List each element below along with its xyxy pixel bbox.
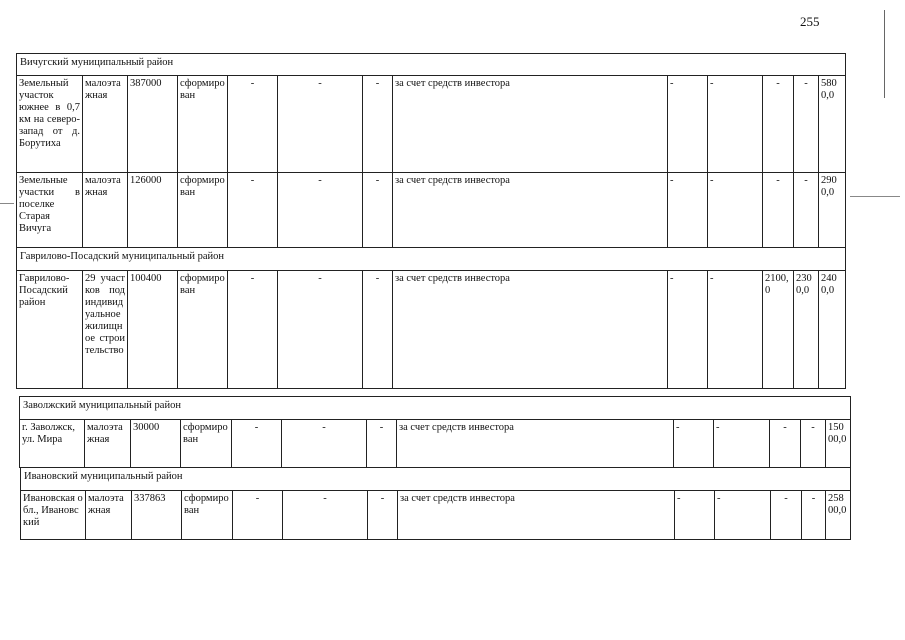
dash-cell: -	[228, 76, 278, 173]
table-row	[20, 420, 851, 468]
status-cell: сформирован	[178, 173, 228, 248]
location-cell: Ивановская обл., Ивановский	[21, 491, 86, 540]
table-row	[21, 491, 851, 540]
housing-type-cell: малоэтажная	[83, 173, 128, 248]
dash-cell: -	[708, 173, 763, 248]
area-cell: 337863	[132, 491, 182, 540]
total-cell: 2900,0	[819, 173, 846, 248]
investment-table-part-2	[19, 396, 851, 468]
funding-source-cell: за счет средств инвестора	[398, 491, 675, 540]
dash-cell: -	[675, 491, 715, 540]
area-cell: 126000	[128, 173, 178, 248]
dash-cell: -	[278, 271, 363, 389]
dash-cell: -	[228, 271, 278, 389]
dash-cell: -	[802, 491, 826, 540]
total-cell: 25800,0	[826, 491, 851, 540]
area-cell: 30000	[131, 420, 181, 468]
page-number: 255	[800, 14, 820, 29]
location-cell: Земельные участки в поселке Старая Вичуга	[17, 173, 83, 248]
total-cell: 5800,0	[819, 76, 846, 173]
dash-cell: -	[363, 271, 393, 389]
district-header: Заволжский муниципальный район	[20, 397, 851, 420]
status-cell: сформирован	[182, 491, 233, 540]
housing-type-cell: малоэтажная	[86, 491, 132, 540]
total-cell: 15000,0	[826, 420, 851, 468]
funding-source-cell: за счет средств инвестора	[393, 76, 668, 173]
area-cell: 387000	[128, 76, 178, 173]
scan-edge-mark-right	[850, 196, 900, 197]
dash-cell: -	[708, 271, 763, 389]
value-cell: 2100,0	[763, 271, 794, 389]
dash-cell: -	[282, 420, 367, 468]
dash-cell: -	[770, 420, 801, 468]
dash-cell: -	[668, 76, 708, 173]
dash-cell: -	[794, 76, 819, 173]
scan-margin-line	[884, 10, 885, 98]
housing-type-cell: малоэтажная	[85, 420, 131, 468]
dash-cell: -	[363, 76, 393, 173]
area-cell: 100400	[128, 271, 178, 389]
investment-table-part-3	[20, 467, 851, 540]
table-row	[17, 173, 846, 248]
housing-type-cell: малоэтажная	[83, 76, 128, 173]
dash-cell: -	[232, 420, 282, 468]
funding-source-cell: за счет средств инвестора	[393, 271, 668, 389]
investment-table-part-1	[16, 53, 846, 389]
table-row	[17, 76, 846, 173]
dash-cell: -	[228, 173, 278, 248]
table-row	[17, 271, 846, 389]
dash-cell: -	[763, 173, 794, 248]
location-cell: Гаврилово-Посадский район	[17, 271, 83, 389]
status-cell: сформирован	[178, 271, 228, 389]
dash-cell: -	[278, 173, 363, 248]
dash-cell: -	[794, 173, 819, 248]
dash-cell: -	[283, 491, 368, 540]
dash-cell: -	[763, 76, 794, 173]
dash-cell: -	[668, 271, 708, 389]
dash-cell: -	[233, 491, 283, 540]
location-cell: г. Заволжск, ул. Мира	[20, 420, 85, 468]
total-cell: 2400,0	[819, 271, 846, 389]
dash-cell: -	[363, 173, 393, 248]
dash-cell: -	[368, 491, 398, 540]
dash-cell: -	[367, 420, 397, 468]
district-header: Вичугский муниципальный район	[17, 54, 846, 76]
status-cell: сформирован	[178, 76, 228, 173]
funding-source-cell: за счет средств инвестора	[393, 173, 668, 248]
location-cell: Земельный участок южнее в 0,7 км на северо-запад от д. Борутиха	[17, 76, 83, 173]
dash-cell: -	[715, 491, 771, 540]
dash-cell: -	[278, 76, 363, 173]
dash-cell: -	[771, 491, 802, 540]
dash-cell: -	[674, 420, 714, 468]
housing-type-cell: 29 участков под индивидуальное жилищное строительство	[83, 271, 128, 389]
dash-cell: -	[708, 76, 763, 173]
funding-source-cell: за счет средств инвестора	[397, 420, 674, 468]
value-cell: 2300,0	[794, 271, 819, 389]
dash-cell: -	[801, 420, 826, 468]
district-header: Гаврилово-Посадский муниципальный район	[17, 248, 846, 271]
dash-cell: -	[714, 420, 770, 468]
status-cell: сформирован	[181, 420, 232, 468]
scan-edge-mark-left	[0, 203, 14, 204]
district-header: Ивановский муниципальный район	[21, 468, 851, 491]
dash-cell: -	[668, 173, 708, 248]
